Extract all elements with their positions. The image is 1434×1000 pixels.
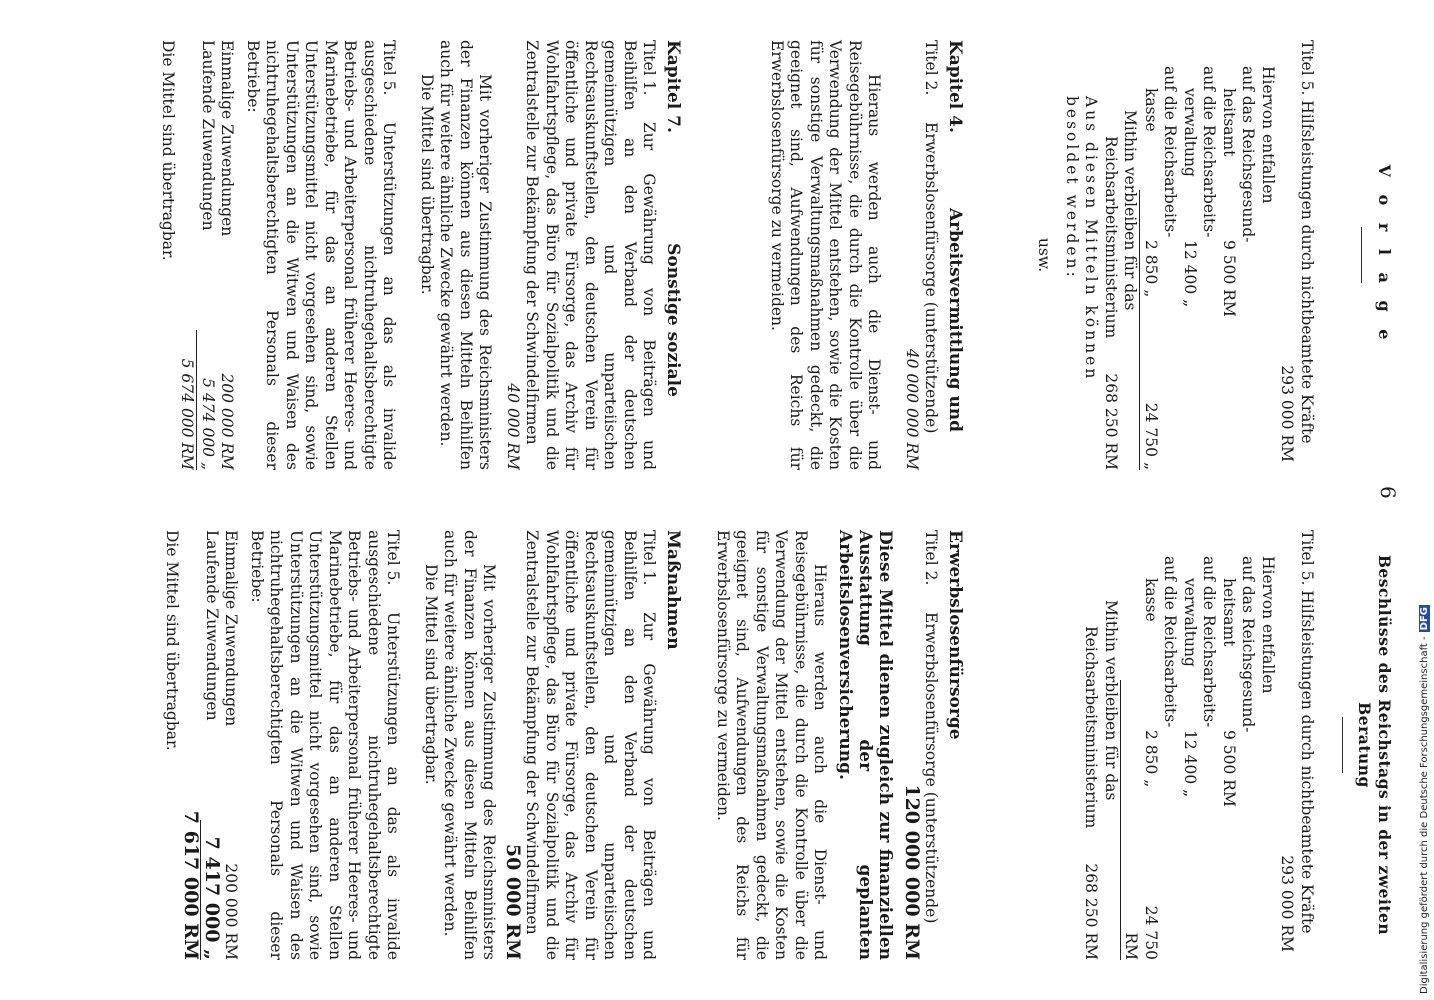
k7-titel5-text: Unterstützungen an das als invalide ausgeschiedene nichtruhegehaltsberechtigte Betriebs- und Arbeiterpersonal früherer Heeres- und Marinebetriebe, für das an anderen Stellen Unterstützungsmittel nicht vorgesehen sind, sowie Unterstützungen an die Witwen und Waisen des nichtruhegehaltsberechtigten Personals dieser Betriebe: [244, 40, 399, 470]
mithin-value: 268 250 RM [1082, 863, 1101, 960]
kapitel7-block [162, 530, 683, 960]
mithin-line1: Mithin verbleiben für das [1102, 600, 1120, 801]
k7-titel5-label: Titel 5. [380, 40, 399, 96]
row2-label-b: verwaltung [1181, 88, 1199, 177]
usw: usw. [1035, 237, 1054, 273]
k7-titel5-label: Titel 5. [384, 530, 403, 586]
kapitel4-paragraph: Hieraus werden auch die Dienst- und Reisegebührnisse, die durch die Kontrolle über die Verwendung der Mittel entstehen, sowie die Kosten für sonstige Verwaltungsmaßnahmen gedeckt, die geeignet sind, Aufwendungen des Reichs für Erwerbslosenfürsorge zu vermeiden. [714, 530, 830, 960]
row1-label-a: auf das Reichsgesund- [1239, 556, 1258, 733]
kapitel7-heading: Sonstige soziale [663, 243, 683, 397]
k7-titel1-para2: Mit vorheriger Zustimmung des Reichsministers der Finanzen können aus diesen Mitteln Beihilfen auch für weitere ähnliche Zwecke gewährt werden. [441, 530, 499, 960]
kapitel4-amount: 120 000 000 RM [901, 784, 923, 960]
k7-titel1-amount: 50 000 RM [502, 843, 524, 960]
kapitel7-label: Kapitel 7. [663, 40, 683, 133]
titel5-line: Titel 5. Hilfsleistungen durch nichtbeamtete Kräfte [1298, 530, 1316, 934]
k7-titel1-para3: Die Mittel sind übertragbar. [422, 564, 440, 785]
column-title: Beschlüsse des Reichstags in der zweiten Beratung [1355, 554, 1394, 936]
row3-label-a: auf die Reichsarbeits- [1161, 66, 1180, 238]
kapitel7-block [158, 40, 683, 470]
kapitel4-amount: 40 000 000 RM [903, 348, 921, 470]
row3-label-a: auf die Reichsarbeits- [1161, 556, 1180, 728]
stamp-text: Digitalisierung gefördert durch die Deutsche Forschungsgemeinschaft - [1419, 636, 1430, 994]
row1-label-b: heitsamt [1220, 88, 1238, 157]
kapitel7-heading: Maßnahmen [663, 530, 683, 650]
column-title: V o r l a g e [1375, 164, 1394, 346]
row1-label-b: heitsamt [1220, 578, 1238, 647]
title-rule [1362, 227, 1363, 283]
laufende-value: 7 417 000 „ [201, 836, 223, 960]
k7-total: 5 674 000 RM [178, 358, 197, 470]
k7-titel1-text: Zur Gewährung von Beiträgen und Beihilfen an den Verband der deutschen gemeinnützigen und unparteiischen Rechtsauskunftstellen, den deutschen Verein für öffentliche und private Fürsorge, das Archiv für Wohlfahrtspflege, das Büro für Sozialpolitik und die Zentralstelle zur Bekämpfung der Schwindelfirmen [523, 530, 659, 960]
k7-titel5-text: Unterstützungen an das als invalide ausgeschiedene nichtruhegehaltsberechtigte Betriebs- und Arbeiterpersonal früherer Heeres- und Marinebetriebe, für das an anderen Stellen Unterstützungsmittel nicht vorgesehen sind, sowie Unterstützungen an die Witwen und Waisen des nichtruhegehaltsberechtigten Personals dieser Betriebe: [248, 530, 403, 960]
laufende-label: Laufende Zuwendungen [203, 530, 221, 721]
einmalige-label: Einmalige Zuwendungen [218, 40, 237, 237]
kapitel4-block [713, 530, 965, 960]
hiervon-label: Hiervon entfallen [1259, 66, 1277, 204]
einmalige-value: 200 000 RM [222, 863, 241, 960]
row1-value: 9 500 RM [1220, 730, 1238, 807]
kapitel4-heading: Arbeitsvermittlung und [945, 207, 965, 433]
row3-label-b: kasse [1142, 88, 1160, 132]
kapitel4-bold-paragraph: Diese Mittel dienen zugleich zur finanziellen Ausstattung der geplanten Arbeitslosenversicherung. [835, 530, 896, 960]
k7-titel1-para2: Mit vorheriger Zustimmung des Reichsministers der Finanzen können aus diesen Mitteln Beihilfen auch für weitere ähnliche Zwecke gewährt werden. [437, 40, 495, 470]
row2-value: 12 400 „ [1181, 240, 1199, 308]
row2-label-b: verwaltung [1181, 578, 1199, 667]
title-rule [1342, 717, 1343, 773]
kapitel4-titel-text: Erwerbslosenfürsorge (unterstützende) [922, 612, 941, 924]
einmalige-value: 200 000 RM [218, 373, 237, 470]
k7-titel1-label: Titel 1. [640, 530, 659, 586]
kapitel4-paragraph: Hieraus werden auch die Dienst- und Reisegebührnisse, die durch die Kontrolle über die Verwendung der Mittel entstehen, sowie die Kosten für sonstige Verwaltungsmaßnahmen gedeckt, die geeignet sind, Aufwendungen des Reichs für Erwerbslosenfürsorge zu vermeiden. [768, 40, 884, 470]
titel5-line: Titel 5. Hilfsleistungen durch nichtbeamtete Kräfte [1298, 40, 1316, 444]
dfg-logo: DFG [1419, 607, 1430, 631]
k7-uebertragbar: Die Mittel sind übertragbar. [163, 530, 181, 751]
titel5-block [1081, 530, 1316, 960]
row1-label-a: auf das Reichsgesund- [1239, 66, 1258, 243]
einmalige-label: Einmalige Zuwendungen [222, 530, 241, 727]
laufende-value: 5 474 000 „ [199, 378, 217, 470]
row3-subtotal: 24 750 RM [1122, 905, 1160, 960]
kapitel4-titel-text: Erwerbslosenfürsorge (unterstützende) [922, 122, 941, 434]
hiervon-label: Hiervon entfallen [1259, 556, 1277, 694]
row3-subtotal: 24 750 „ [1142, 402, 1160, 470]
k7-titel1-para3: Die Mittel sind übertragbar. [418, 74, 436, 295]
k7-titel1-amount: 40 000 RM [504, 383, 522, 470]
kapitel4-titel: Titel 2. [922, 530, 941, 586]
kapitel4-titel: Titel 2. [922, 40, 941, 96]
titel5-block [1034, 40, 1316, 470]
row2-label-a: auf die Reichsarbeits- [1200, 556, 1219, 728]
titel5-total: 293 000 RM [1278, 365, 1297, 462]
mithin-line2: Reichsarbeitsministerium [1102, 136, 1120, 339]
k7-titel1-label: Titel 1. [640, 40, 659, 96]
row1-value: 9 500 RM [1220, 240, 1238, 317]
beschluesse-title-block [1342, 530, 1394, 960]
k7-total: 7 617 000 RM [180, 810, 203, 960]
page-number: 6 [1376, 486, 1400, 499]
kapitel4-label: Kapitel 4. [945, 40, 965, 133]
row2-value: 12 400 „ [1181, 730, 1199, 798]
row3-value: 2 850 „ [1142, 730, 1160, 788]
mithin-line1: Mithin verbleiben für das [1121, 110, 1140, 311]
mithin-value: 268 250 RM [1102, 373, 1120, 470]
titel5-total: 293 000 RM [1278, 855, 1297, 952]
mithin-line2: Reichsarbeitsministerium [1082, 626, 1101, 829]
k7-titel1-text: Zur Gewährung von Beiträgen und Beihilfen an den Verband der deutschen gemeinnützigen und unparteiischen Rechtsauskunftstellen, den deutschen Verein für öffentliche und private Fürsorge, das Archiv für Wohlfahrtspflege, das Büro für Sozialpolitik und die Zentralstelle zur Bekämpfung der Schwindelfirmen [523, 40, 659, 470]
aus-diesen-mitteln: Aus diesen Mitteln können besoldet werden: [1063, 96, 1101, 382]
k7-uebertragbar: Die Mittel sind übertragbar. [159, 40, 177, 261]
vorlage-title-block [1362, 40, 1395, 470]
row3-value: 2 850 „ [1142, 240, 1160, 298]
row2-label-a: auf die Reichsarbeits- [1200, 66, 1219, 238]
kapitel4-block [767, 40, 965, 470]
kapitel4-heading: Erwerbslosenfürsorge [945, 530, 965, 740]
laufende-label: Laufende Zuwendungen [199, 40, 217, 231]
row3-label-b: kasse [1142, 578, 1160, 622]
